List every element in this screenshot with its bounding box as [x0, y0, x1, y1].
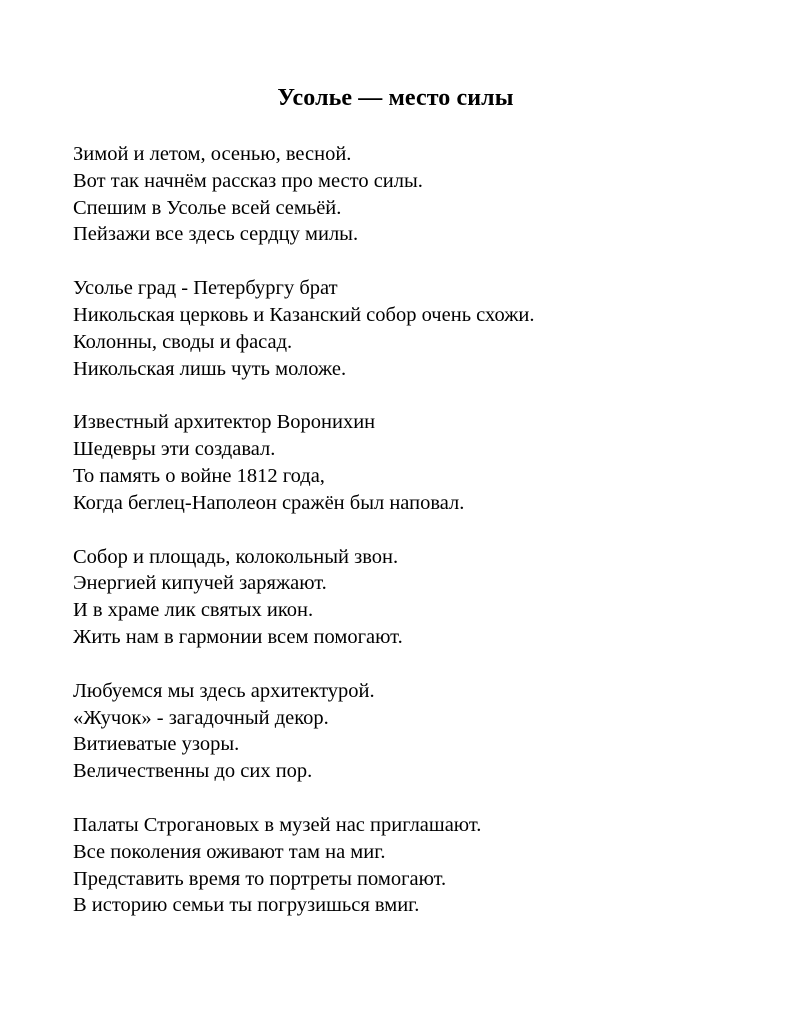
stanza-6: [73, 812, 534, 919]
poem-line: Все поколения оживают там на миг.: [73, 840, 386, 863]
poem-line: Никольская лишь чуть моложе.: [73, 357, 347, 380]
poem-line: Никольская церковь и Казанский собор очень схожи.: [73, 303, 535, 326]
poem-line: В историю семьи ты погрузишься вмиг.: [73, 894, 420, 917]
poem-title: Усолье — место силы: [277, 85, 514, 111]
poem-body: [73, 141, 534, 946]
poem-line: И в храме лик святых икон.: [73, 599, 314, 622]
poem-line: Энергией кипучей заряжают.: [73, 572, 327, 595]
poem-line: «Жучок» - загадочный декор.: [73, 706, 329, 729]
stanza-4: [73, 544, 534, 651]
poem-line: Любуемся мы здесь архитектурой.: [73, 679, 375, 702]
poem-line: Усолье град - Петербургу брат: [73, 277, 338, 300]
stanza-1: [73, 141, 534, 248]
poem-line: Жить нам в гармонии всем помогают.: [73, 625, 403, 648]
poem-line: Величественны до сих пор.: [73, 760, 313, 783]
poem-line: Вот так начнём рассказ про место силы.: [73, 169, 423, 192]
stanza-5: [73, 678, 534, 785]
poem-line: Витиеватые узоры.: [73, 733, 240, 756]
stanza-3: [73, 409, 534, 516]
poem-line: Колонны, своды и фасад.: [73, 330, 293, 353]
poem-line: Зимой и летом, осенью, весной.: [73, 143, 352, 165]
poem-line: Когда беглец-Наполеон сражён был наповал.: [73, 491, 465, 514]
poem-line: Спешим в Усолье всей семьёй.: [73, 196, 342, 219]
poem-line: Палаты Строгановых в музей нас приглашают.: [73, 813, 482, 836]
poem-line: Известный архитектор Воронихин: [73, 411, 376, 434]
poem-line: То память о войне 1812 года,: [73, 464, 325, 487]
poem-line: Собор и площадь, колокольный звон.: [73, 545, 399, 568]
poem-line: Представить время то портреты помогают.: [73, 867, 447, 890]
poem-line: Пейзажи все здесь сердцу милы.: [73, 223, 359, 246]
poem-line: Шедевры эти создавал.: [73, 438, 276, 461]
stanza-2: [73, 275, 534, 382]
